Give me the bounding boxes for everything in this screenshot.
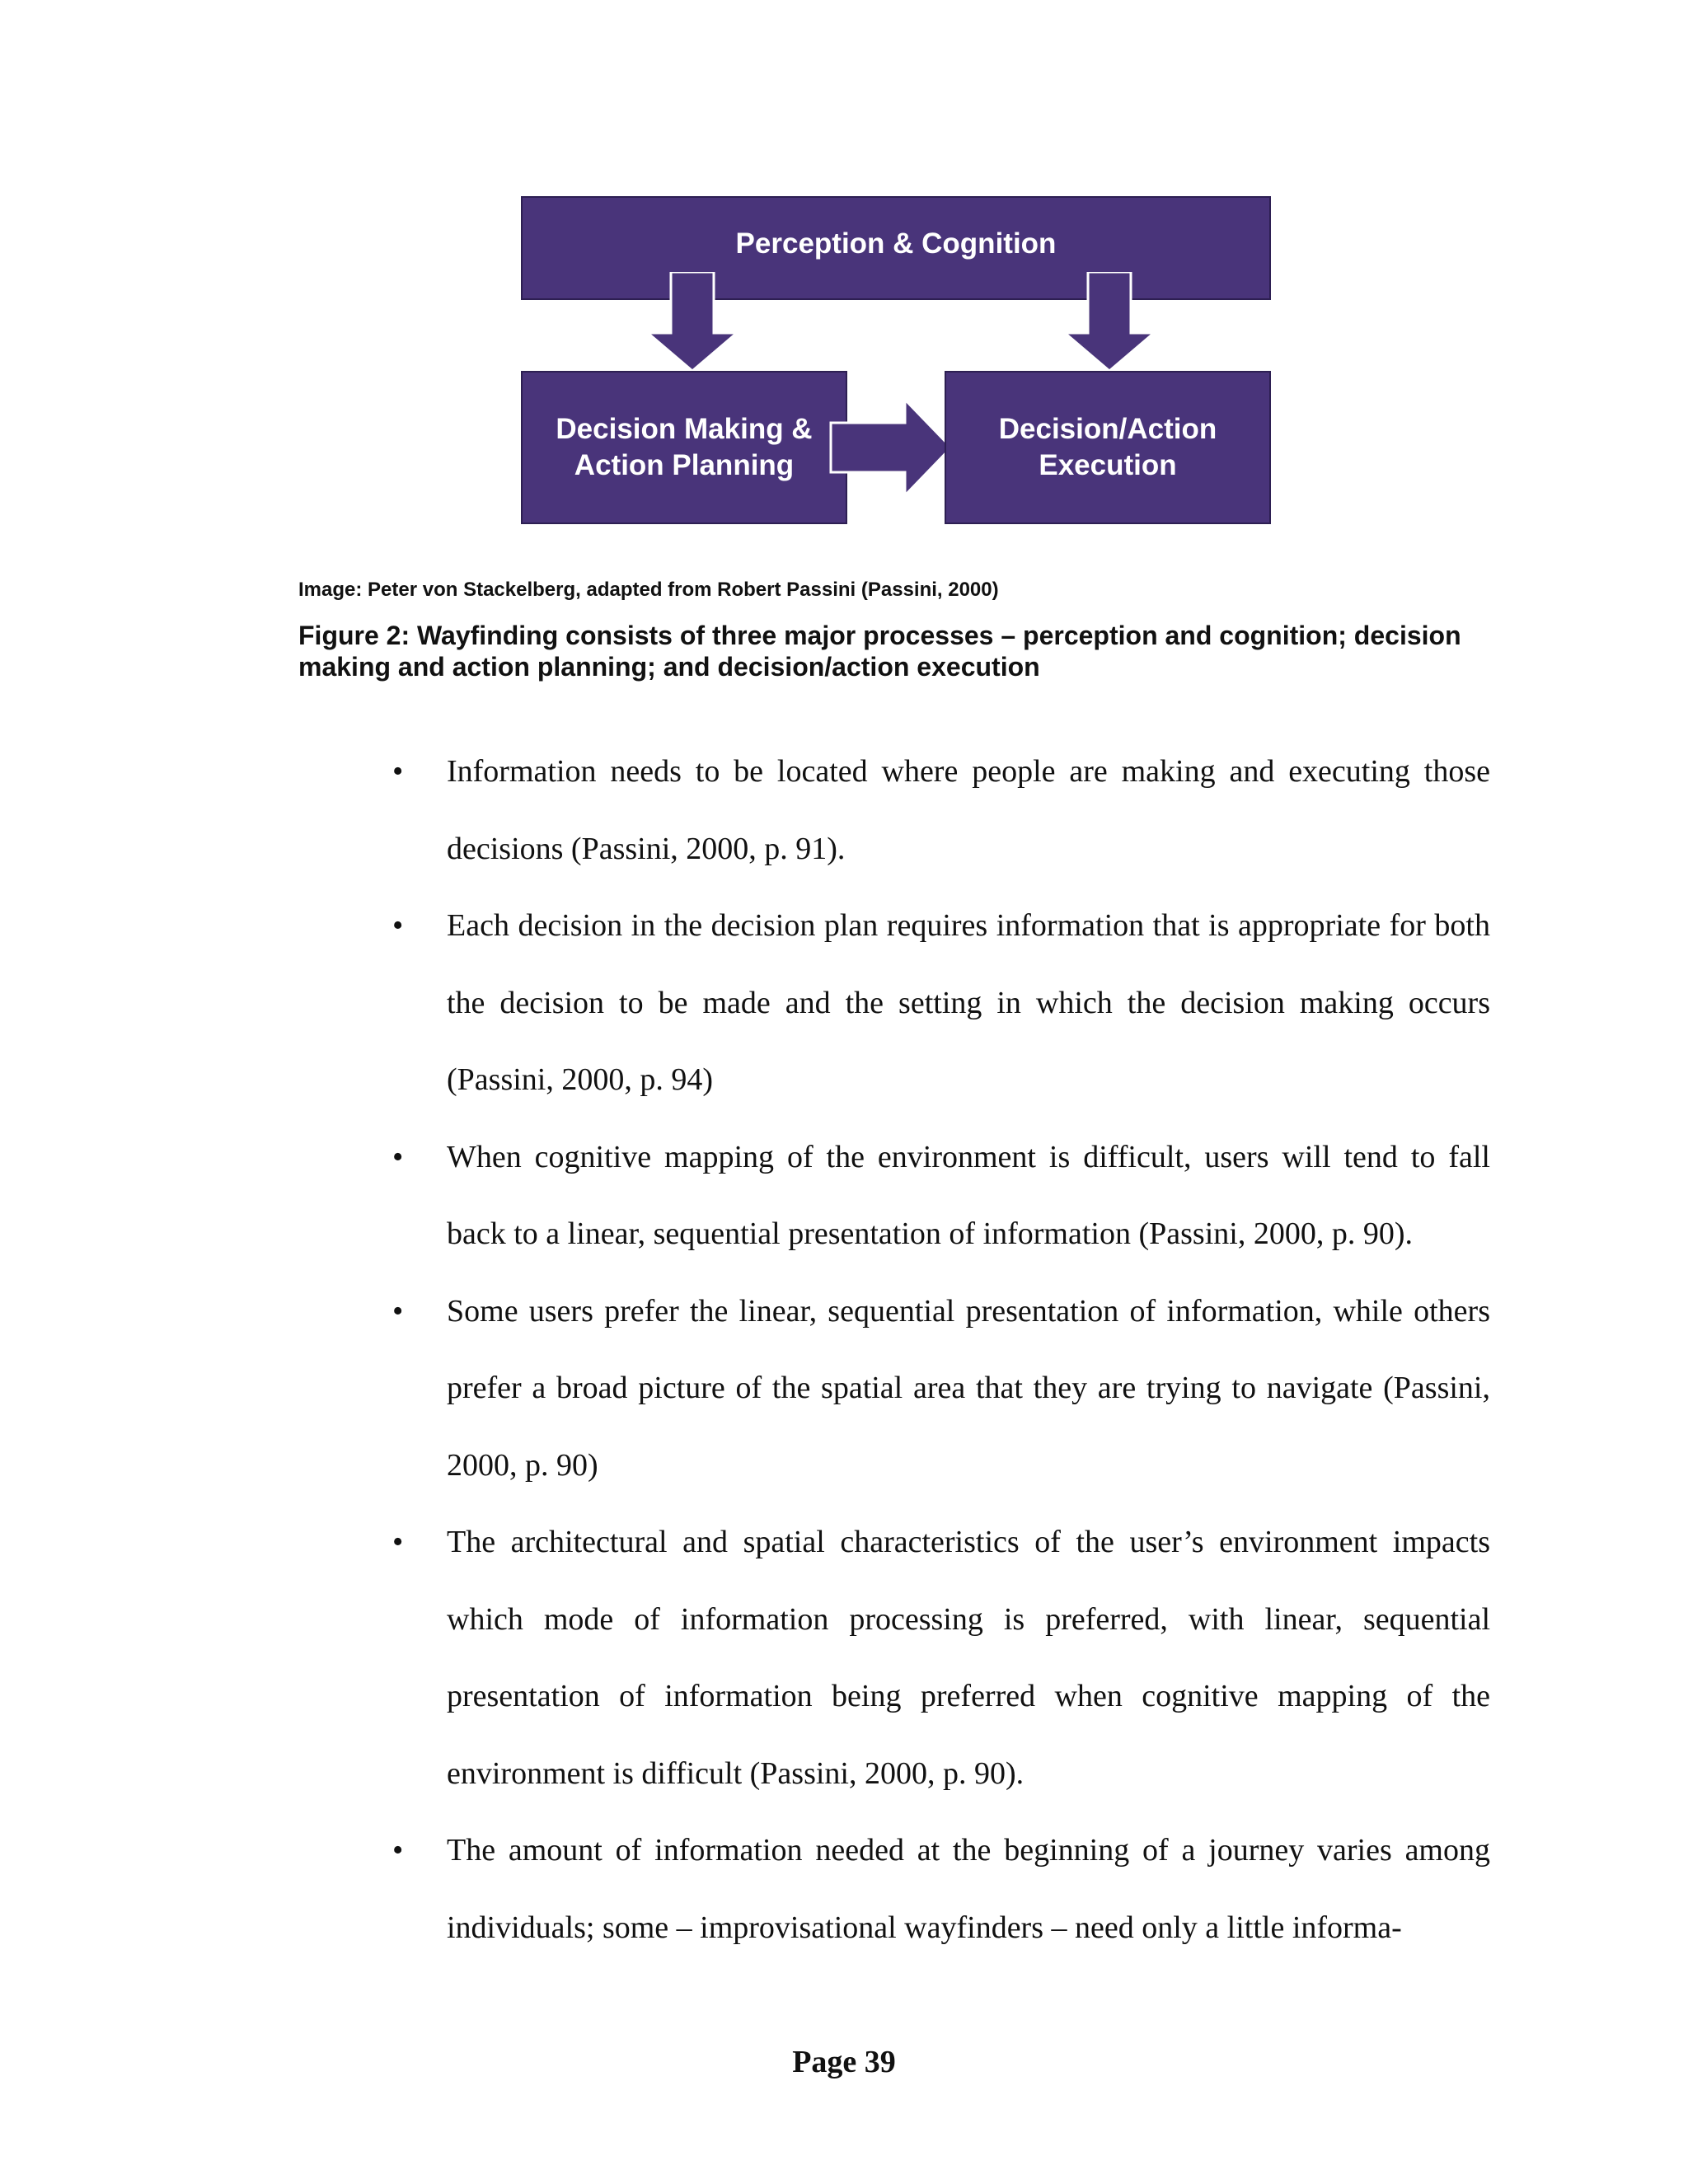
list-item-text: Information needs to be located where people are making and executing those decisions (Passini, 2000, p. 91). <box>447 754 1490 866</box>
bullet-icon: • <box>392 754 404 789</box>
bullet-icon: • <box>392 1525 404 1559</box>
list-item <box>392 1504 1490 1812</box>
list-item <box>392 1119 1490 1273</box>
image-credit: Image: Peter von Stackelberg, adapted from Robert Passini (Passini, 2000) <box>298 579 999 601</box>
perception-cognition-label: Perception & Cognition <box>735 227 1057 260</box>
list-item <box>392 1812 1490 1966</box>
down-arrow-right-icon <box>1063 272 1156 373</box>
wayfinding-diagram <box>521 196 1271 526</box>
decision-action-label-line1: Decision/Action <box>998 413 1217 445</box>
right-arrow-icon <box>829 398 954 499</box>
figure-caption: Figure 2: Wayfinding consists of three major processes – perception and cognition; decision making and action planning; and decision/action execution <box>298 621 1461 682</box>
list-item-text: When cognitive mapping of the environment is difficult, users will tend to fall back to a linear, sequential presentation of information (Passini, 2000, p. 90). <box>447 1139 1490 1251</box>
page-number: Page 39 <box>792 2045 896 2079</box>
decision-making-label-line1: Decision Making & <box>556 413 813 445</box>
decision-making-box <box>521 371 847 524</box>
bullet-icon: • <box>392 908 404 943</box>
perception-cognition-box <box>521 196 1271 300</box>
list-item-text: The architectural and spatial characteristics of the user’s environment impacts which mode of information processing is preferred, with linear, sequential presentation of information being preferred when cognitive mapping of the environment is difficult (Passini, 2000, p. 90). <box>447 1525 1490 1791</box>
decision-making-label-line2: Action Planning <box>574 449 795 481</box>
decision-action-label-line2: Execution <box>1039 449 1177 481</box>
bullet-icon: • <box>392 1139 404 1174</box>
list-item-text: Some users prefer the linear, sequential presentation of information, while others prefer a broad picture of the spatial area that they are trying to navigate (Passini, 2000, p. 90) <box>447 1293 1490 1483</box>
list-item <box>392 888 1490 1119</box>
down-arrow-left-icon <box>646 272 738 373</box>
list-item <box>392 733 1490 888</box>
list-item <box>392 1273 1490 1505</box>
list-item-text: Each decision in the decision plan requires information that is appropriate for both the decision to be made and the setting in which the decision making occurs (Passini, 2000, p. 94) <box>447 908 1490 1097</box>
bullet-icon: • <box>392 1293 404 1329</box>
decision-action-box <box>945 371 1271 524</box>
list-item-text: The amount of information needed at the beginning of a journey varies among individuals; some – improvisational wayfinders – need only a little informa- <box>447 1833 1490 1945</box>
bullet-list <box>392 733 1490 1966</box>
bullet-icon: • <box>392 1833 404 1868</box>
